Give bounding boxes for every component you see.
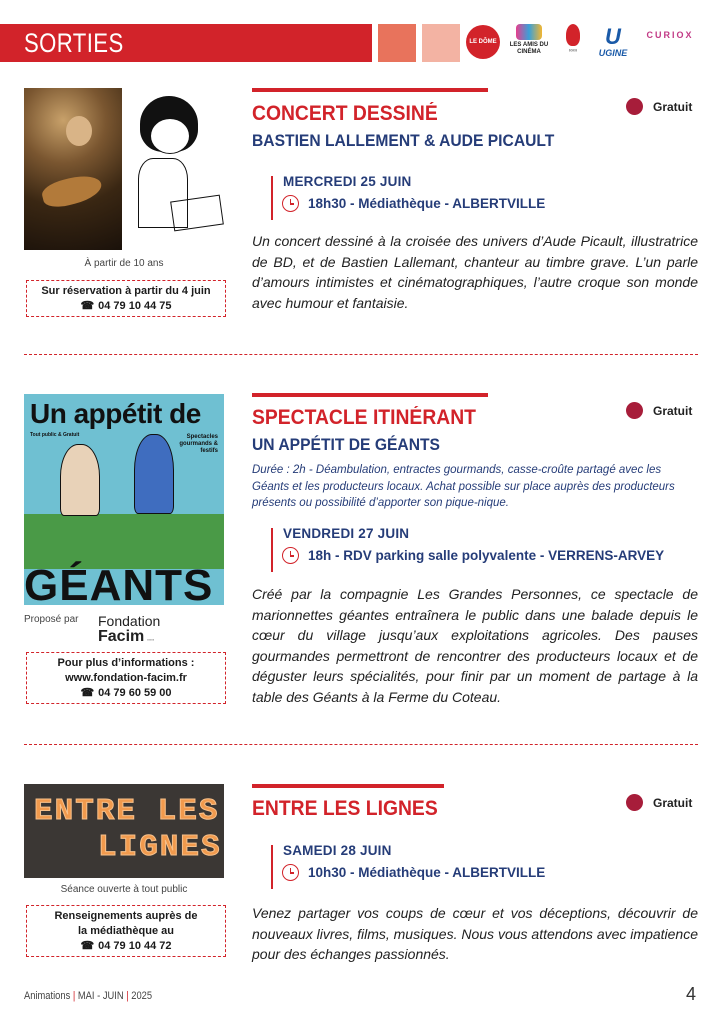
poster-line2: LIGNES — [98, 830, 222, 865]
footer-text: Animations | MAI - JUIN | 2025 — [24, 990, 153, 1002]
geants-poster — [24, 394, 224, 605]
event-description: Venez partager vos coups de cœur et vos déceptions, découvrir de nouveaux livres, films, musiques. Nous vous attendons avec impatience pour des échanges passionnés. — [252, 905, 698, 962]
page-number: 4 — [685, 984, 696, 1004]
info-website[interactable]: www.fondation-facim.fr — [65, 672, 187, 684]
price-badge: Gratuit — [626, 794, 692, 811]
phone-icon: ☎ — [80, 300, 95, 312]
event-time-place: 18h - RDV parking salle polyvalente - VERRENS-ARVEY — [308, 548, 665, 563]
event-title: ENTRE LES LIGNES — [252, 797, 438, 820]
reservation-text: Sur réservation à partir du 4 juin — [41, 285, 211, 297]
info-text: Renseignements auprès de — [54, 910, 198, 922]
fondation-facim-logo: Fondation Facim ▪▪▪▪▪ — [98, 613, 161, 645]
ugine-logo: U UGINE — [598, 24, 628, 58]
info-box — [26, 905, 226, 957]
clock-icon — [282, 864, 299, 881]
event-date: SAMEDI 28 JUIN — [283, 843, 392, 858]
age-caption: À partir de 10 ans — [84, 258, 164, 269]
clock-icon — [282, 195, 299, 212]
event-time-place: 18h30 - Médiathèque - ALBERTVILLE — [308, 196, 546, 211]
info-text: Pour plus d’informations : — [57, 657, 195, 669]
poster-title-top: Un appétit de — [30, 398, 201, 429]
proposed-by: Proposé par — [24, 614, 79, 625]
flame-icon — [566, 24, 580, 46]
event-schedule — [271, 176, 545, 220]
info-box — [26, 652, 226, 704]
section-title: SORTIES — [24, 28, 124, 58]
curiox-logo: CURIOX — [646, 30, 694, 40]
albertville-olympic-logo — [560, 24, 586, 62]
event-schedule — [271, 528, 664, 572]
event-subtitle: UN APPÉTIT DE GÉANTS — [252, 435, 440, 454]
event-description: Créé par la compagnie Les Grandes Personnes, ce spectacle de marionnettes géantes entraînera le public dans une balade depuis le cœur du village jusqu’aux exploitations agricoles. Des pauses gourmandes permettront de rencontrer des producteurs locaux et de déguster leurs spécialités, pour finir par un moment de partage à la table des Géants à la Ferme du Coteau. — [252, 586, 698, 705]
event-schedule — [271, 845, 545, 889]
reservation-phone[interactable]: ☎ 04 79 10 44 75 — [80, 300, 172, 312]
film-camera-icon — [516, 24, 542, 40]
event-title: CONCERT DESSINÉ — [252, 102, 438, 125]
poster-line1: ENTRE LES — [34, 794, 220, 829]
guitarist-photo — [24, 88, 122, 250]
title-rule — [252, 784, 444, 788]
header-square-orange — [378, 24, 416, 62]
section-divider — [24, 744, 698, 745]
amis-cinema-logo: LES AMIS DU CINÉMA — [506, 24, 552, 56]
event-date: MERCREDI 25 JUIN — [283, 174, 412, 189]
poster-public: Tout public & Gratuit — [30, 432, 80, 438]
phone-icon: ☎ — [80, 687, 95, 699]
audience-caption: Séance ouverte à tout public — [60, 884, 188, 895]
price-badge: Gratuit — [626, 98, 692, 115]
price-badge: Gratuit — [626, 402, 692, 419]
concert-image — [24, 88, 224, 250]
title-rule — [252, 393, 488, 397]
dome-theatre-logo: LE DÔME THÉÂTRE — [466, 25, 500, 59]
giant-puppet-illustration — [60, 444, 100, 516]
info-text: la médiathèque au — [78, 925, 174, 937]
header-square-pink — [422, 24, 460, 62]
illustrator-drawing — [122, 88, 224, 250]
phone-icon: ☎ — [80, 940, 95, 952]
event-description: Un concert dessiné à la croisée des univers d’Aude Picault, illustratrice de BD, et de Bastien Lallemant, chanteur au timbre grave. L’un parle d’amours intimistes et cinématographiques, l’autre croque son monde avec humour et fantaisie. — [252, 233, 698, 311]
event-subtitle: BASTIEN LALLEMENT & AUDE PICAULT — [252, 131, 555, 150]
clock-icon — [282, 547, 299, 564]
event-time-place: 10h30 - Médiathèque - ALBERTVILLE — [308, 865, 546, 880]
guitar-icon — [40, 171, 105, 211]
event-date: VENDREDI 27 JUIN — [283, 526, 410, 541]
dot-icon — [626, 794, 643, 811]
olympic-rings-icon: ∞∞ — [568, 48, 578, 54]
info-phone[interactable]: ☎ 04 79 10 44 72 — [80, 940, 172, 952]
event-details: Durée : 2h - Déambulation, entractes gourmands, casse-croûte partagé avec les Géants et les producteurs locaux. Achat possible sur place auprès des producteurs présents ou possibilité d’apporter son pique-nique. — [252, 464, 675, 509]
reservation-box — [26, 280, 226, 317]
info-phone[interactable]: ☎ 04 79 60 59 00 — [80, 687, 172, 699]
dot-icon — [626, 98, 643, 115]
poster-tags: Spectacles gourmands & festifs — [179, 434, 218, 454]
title-rule — [252, 88, 488, 92]
entre-les-lignes-poster — [24, 784, 224, 878]
dot-icon — [626, 402, 643, 419]
event-title: SPECTACLE ITINÉRANT — [252, 406, 476, 429]
section-divider — [24, 354, 698, 355]
giant-puppet-illustration — [134, 434, 174, 514]
poster-title-bottom: GÉANTS — [24, 561, 214, 605]
